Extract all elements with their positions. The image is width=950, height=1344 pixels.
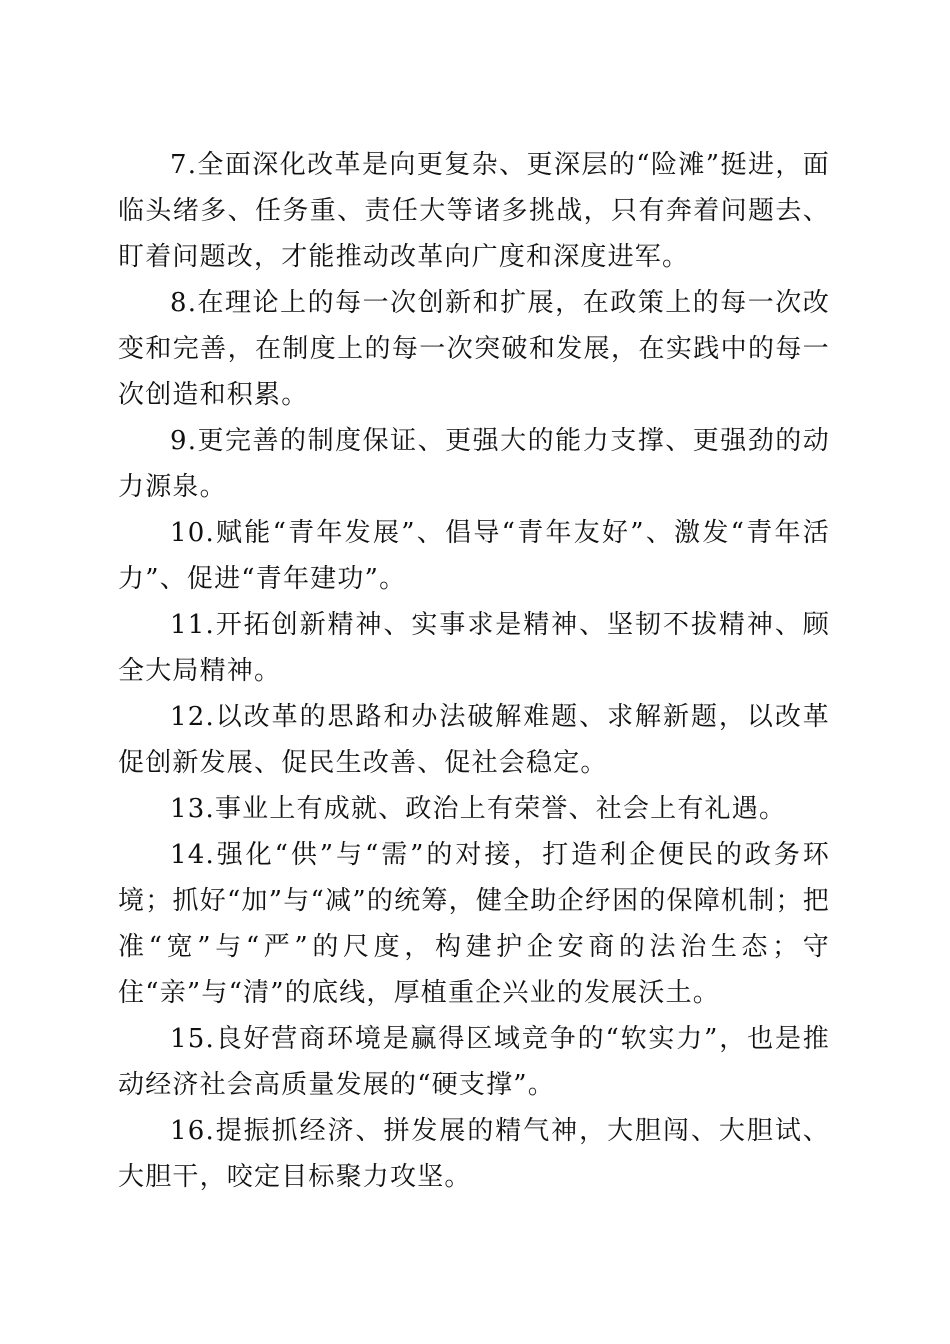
paragraph-8: 8.在理论上的每一次创新和扩展，在政策上的每一次改变和完善，在制度上的每一次突破和发展，在实践中的每一次创造和积累。 bbox=[118, 288, 830, 410]
paragraph-12: 12.以改革的思路和办法破解难题、求解新题，以改革促创新发展、促民生改善、促社会稳定。 bbox=[118, 702, 830, 778]
paragraph-13: 13.事业上有成就、政治上有荣誉、社会上有礼遇。 bbox=[170, 794, 787, 824]
paragraph-14: 14.强化“供”与“需”的对接，打造利企便民的政务环境；抓好“加”与“减”的统筹，健全助企纾困的保障机制；把准“宽”与“严”的尺度，构建护企安商的法治生态；守住“亲”与“清”的底线，厚植重企兴业的发展沃土。 bbox=[118, 840, 830, 1008]
paragraph-15: 15.良好营商环境是赢得区域竞争的“软实力”，也是推动经济社会高质量发展的“硬支撑”。 bbox=[118, 1024, 830, 1100]
paragraph-11: 11.开拓创新精神、实事求是精神、坚韧不拔精神、顾全大局精神。 bbox=[118, 610, 830, 686]
paragraph-10: 10.赋能“青年发展”、倡导“青年友好”、激发“青年活力”、促进“青年建功”。 bbox=[118, 518, 830, 594]
paragraph-7: 7.全面深化改革是向更复杂、更深层的“险滩”挺进，面临头绪多、任务重、责任大等诸多挑战，只有奔着问题去、盯着问题改，才能推动改革向广度和深度进军。 bbox=[118, 150, 830, 272]
paragraph-16: 16.提振抓经济、拼发展的精气神，大胆闯、大胆试、大胆干，咬定目标聚力攻坚。 bbox=[118, 1116, 830, 1192]
document-body bbox=[118, 142, 830, 1200]
paragraph-9: 9.更完善的制度保证、更强大的能力支撑、更强劲的动力源泉。 bbox=[118, 426, 830, 502]
